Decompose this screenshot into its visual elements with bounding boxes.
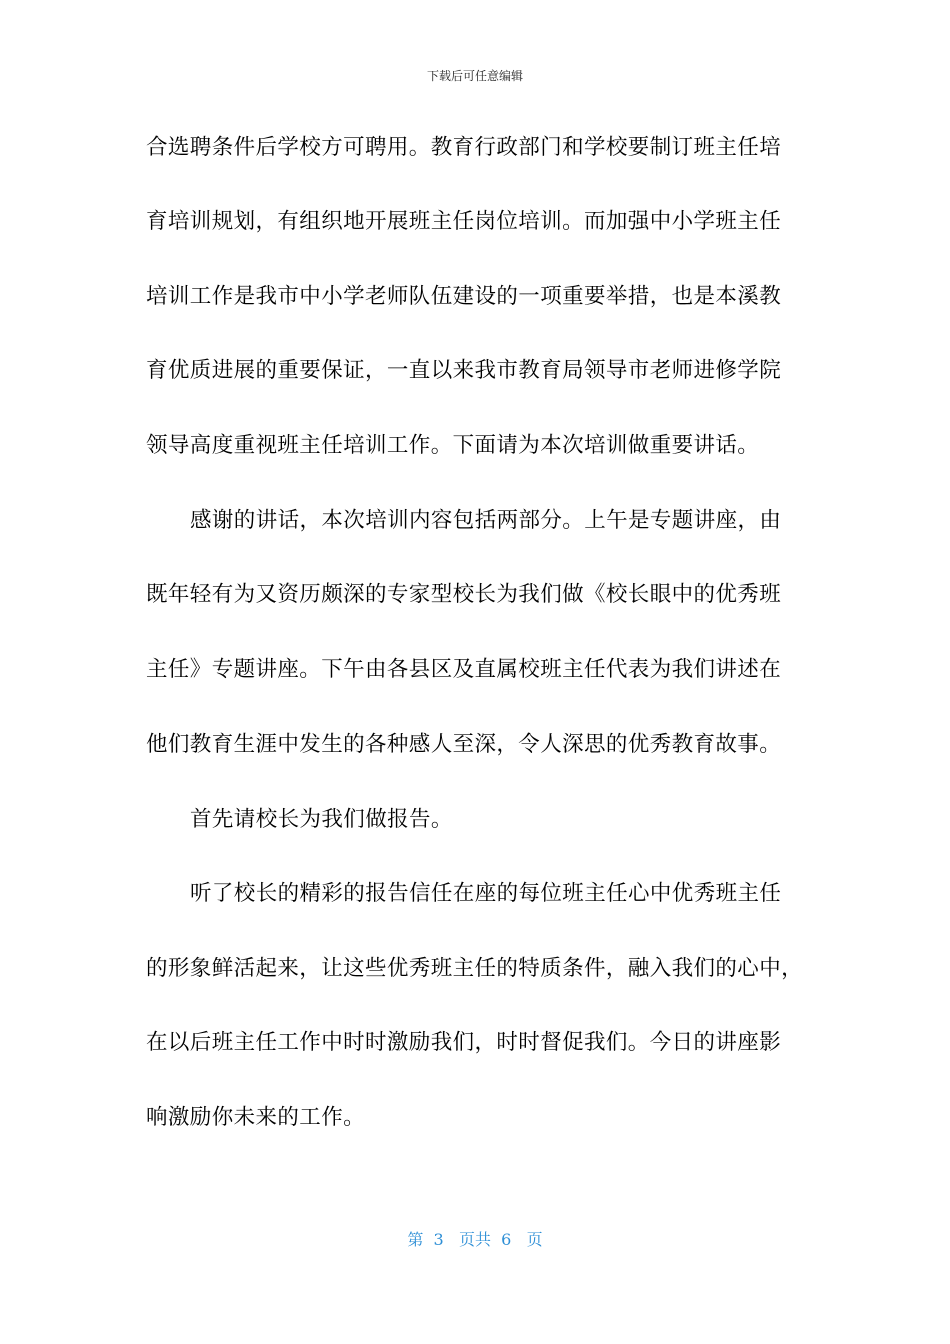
body-line: 培训工作是我市中小学老师队伍建设的一项重要举措，也是本溪教 [146,284,782,309]
body-line: 领导高度重视班主任培训工作。下面请为本次培训做重要讲话。 [146,433,760,458]
body-line: 主任》专题讲座。下午由各县区及直属校班主任代表为我们讲述在 [146,657,782,682]
body-line: 感谢的讲话，本次培训内容包括两部分。上午是专题讲座，由 [190,508,782,533]
body-line: 听了校长的精彩的报告信任在座的每位班主任心中优秀班主任 [190,881,782,906]
body-line: 的形象鲜活起来，让这些优秀班主任的特质条件，融入我们的心中， [146,956,804,981]
header-note: 下载后可任意编辑 [426,69,523,83]
page-number: 第 3 页共 6 页 [407,1230,543,1249]
body-line: 育优质进展的重要保证，一直以来我市教育局领导市老师进修学院 [146,358,782,383]
body-line: 育培训规划，有组织地开展班主任岗位培训。而加强中小学班主任 [146,209,782,234]
body-line: 合选聘条件后学校方可聘用。教育行政部门和学校要制订班主任培 [146,135,782,160]
body-line: 首先请校长为我们做报告。 [190,807,453,832]
body-line: 他们教育生涯中发生的各种感人至深，令人深思的优秀教育故事。 [146,732,782,757]
body-line: 既年轻有为又资历颇深的专家型校长为我们做《校长眼中的优秀班 [146,582,782,607]
body-line: 在以后班主任工作中时时激励我们，时时督促我们。今日的讲座影 [146,1030,782,1055]
body-line: 响激励你未来的工作。 [146,1105,366,1130]
